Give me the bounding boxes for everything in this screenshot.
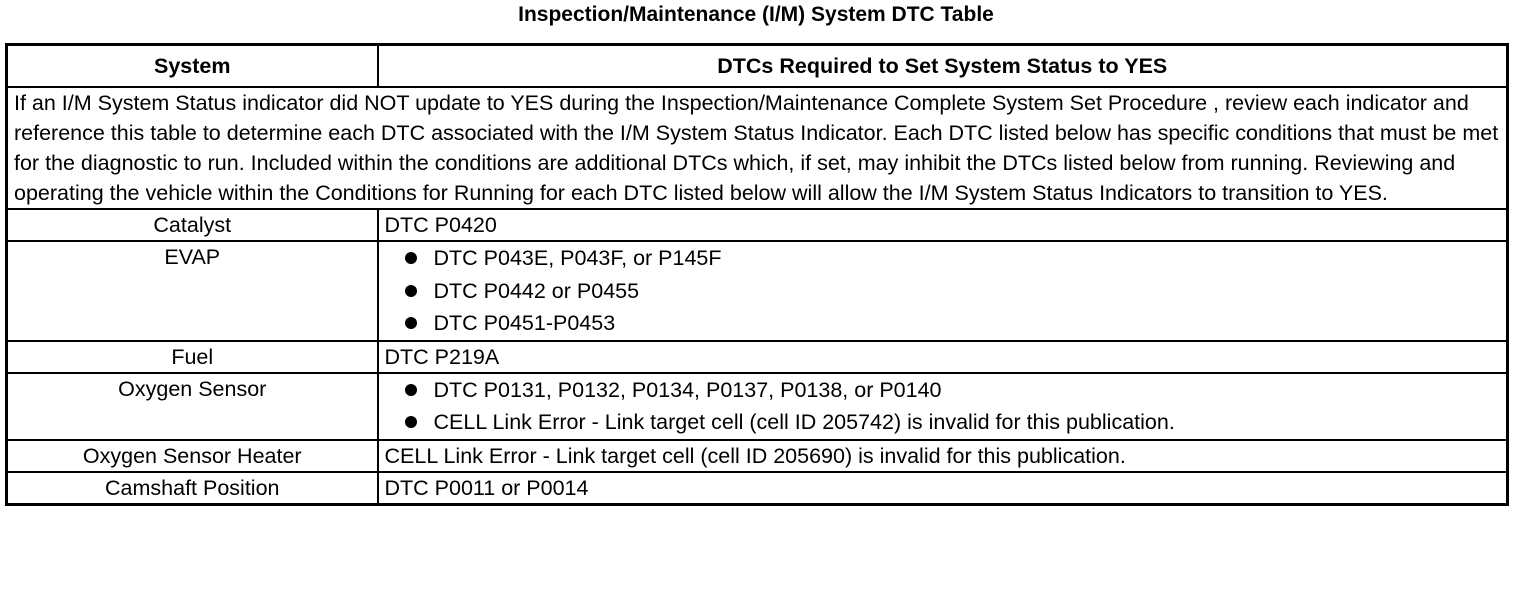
dtc-cell: DTC P0011 or P0014 [378, 472, 1508, 505]
list-item [405, 307, 1501, 340]
dtc-text: DTC P0451-P0453 [433, 311, 616, 335]
bullet-icon [405, 416, 417, 428]
table-row [7, 341, 1508, 373]
dtc-cell [378, 241, 1508, 341]
system-cell: Camshaft Position [7, 472, 378, 505]
dtc-cell: DTC P219A [378, 341, 1508, 373]
system-cell: EVAP [7, 241, 378, 341]
dtc-table [5, 43, 1509, 506]
bullet-icon [405, 252, 417, 264]
table-row [7, 440, 1508, 472]
system-cell: Catalyst [7, 209, 378, 241]
bullet-icon [405, 317, 417, 329]
list-item [405, 406, 1501, 439]
dtc-text: CELL Link Error - Link target cell (cell ID 205742) is invalid for this publication. [433, 410, 1175, 434]
page-title: Inspection/Maintenance (I/M) System DTC Table [518, 3, 994, 26]
dtc-cell: CELL Link Error - Link target cell (cell ID 205690) is invalid for this publication. [378, 440, 1508, 472]
dtc-bullet-list [385, 374, 1501, 439]
dtc-text: DTC P0131, P0132, P0134, P0137, P0138, or P0140 [433, 377, 942, 402]
dtc-bullet-list [385, 242, 1501, 340]
dtc-cell: DTC P0420 [378, 209, 1508, 241]
bullet-icon [405, 384, 417, 396]
dtc-text: DTC P043E, P043F, or P145F [433, 246, 722, 270]
table-row [7, 241, 1508, 341]
list-item [405, 275, 1501, 308]
list-item [405, 242, 1501, 275]
system-cell: Oxygen Sensor [7, 373, 378, 440]
system-cell: Fuel [7, 341, 378, 373]
intro-row [7, 87, 1508, 209]
intro-text: If an I/M System Status indicator did NOT update to YES during the Inspection/Maintenance Complete System Set Procedure , review each indicator and reference this table to determine each DTC associated with the I/M System Status Indicator. Each DTC listed below has specific conditions that must be met for the diagnostic to run. Included within the conditions are additional DTCs which, if set, may inhibit the DTCs listed below from running. Reviewing and operating the vehicle within the Conditions for Running for each DTC listed below will allow the I/M System Status Indicators to transition to YES. [7, 87, 1508, 209]
table-header-row [7, 45, 1508, 88]
dtc-text: DTC P0442 or P0455 [433, 278, 640, 303]
column-header-dtcs: DTCs Required to Set System Status to YES [378, 45, 1508, 88]
bullet-icon [405, 285, 417, 297]
system-cell: Oxygen Sensor Heater [7, 440, 378, 472]
table-row [7, 209, 1508, 241]
list-item [405, 374, 1501, 407]
dtc-cell [378, 373, 1508, 440]
column-header-system: System [7, 45, 378, 88]
table-row [7, 472, 1508, 505]
table-row [7, 373, 1508, 440]
